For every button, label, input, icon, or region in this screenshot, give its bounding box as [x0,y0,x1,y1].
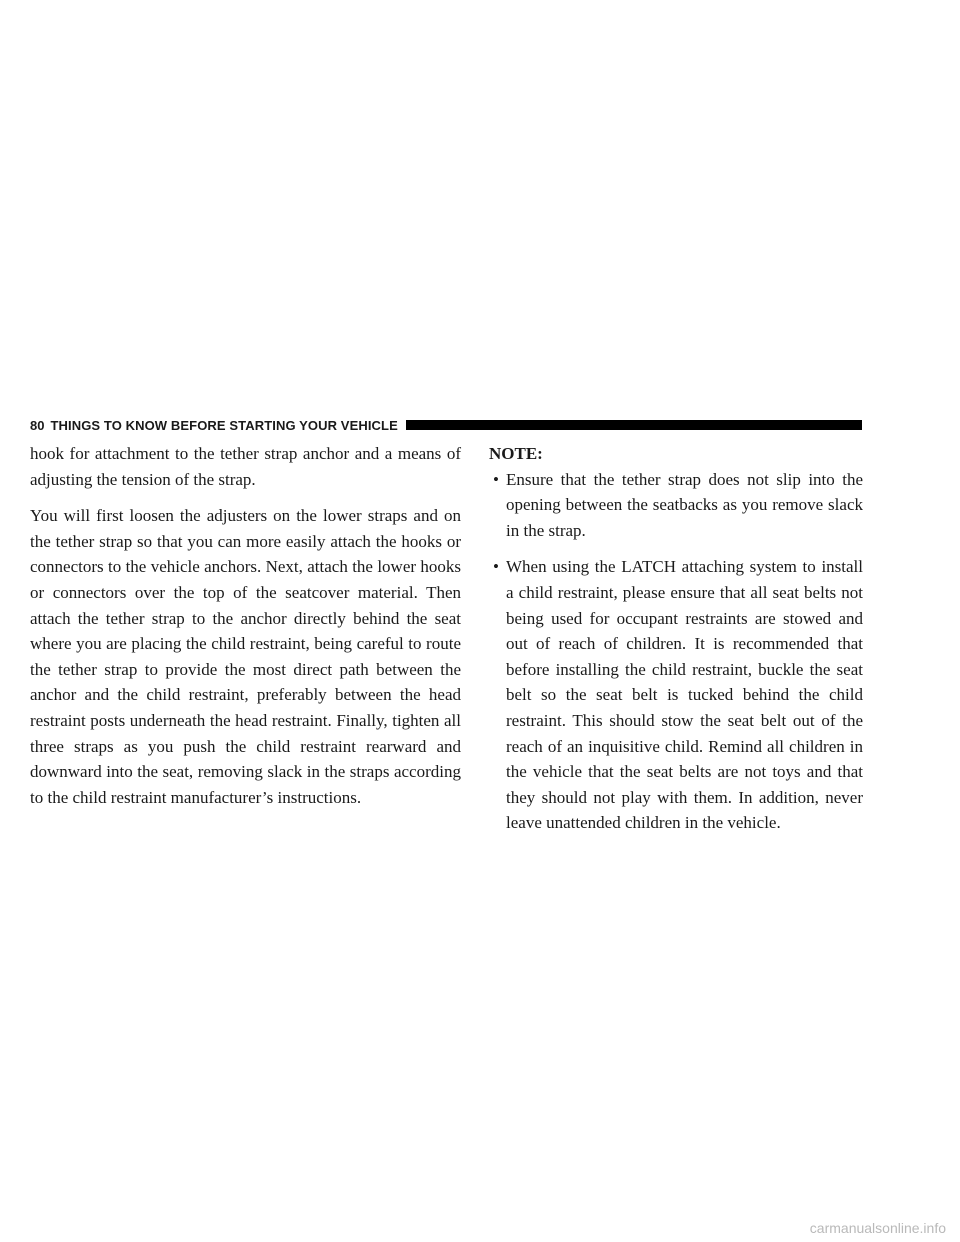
note-bullet-list [489,467,863,836]
list-item [489,467,863,544]
right-column [489,441,863,847]
paragraph: You will first loosen the adjusters on the lower straps and on the tether strap so that you can more easily attach the hooks or connectors to the vehicle anchors. Next, attach the lower hooks or connectors over the top of the seatcover material. Then attach the tether strap to the anchor directly behind the seat where you are placing the child restraint, being careful to route the tether strap to provide the most direct path between the anchor and the child restraint, preferably between the head restraint posts underneath the head restraint. Finally, tighten all three straps as you push the child restraint rearward and downward into the seat, removing slack in the straps according to the child restraint manufacturer’s instructions. [30,506,461,807]
header-rule [406,420,862,430]
note-label: NOTE: [489,444,543,463]
bullet-icon: • [493,557,499,577]
left-column [30,441,461,821]
paragraph: hook for attachment to the tether strap anchor and a means of adjusting the tension of the strap. [30,444,461,489]
list-item [489,554,863,836]
section-title: THINGS TO KNOW BEFORE STARTING YOUR VEHICLE [50,417,398,433]
bullet-text: When using the LATCH attaching system to install a child restraint, please ensure that all seat belts not being used for occupant restraints are stowed and out of reach of children. It is recommended that before installing the child restraint, buckle the seat belt so the seat belt is tucked behind the child restraint. This should stow the seat belt out of the reach of an inquisitive child. Remind all children in the vehicle that the seat belts are not toys and that they should not play with them. In addition, never leave unattended children in the vehicle. [506,557,863,833]
bullet-text: Ensure that the tether strap does not slip into the opening between the seatbacks as you remove slack in the strap. [506,469,863,540]
page-header [30,418,862,432]
site-watermark: carmanualsonline.info [809,1220,946,1236]
bullet-icon: • [493,469,499,489]
page-number: 80 [30,417,45,433]
